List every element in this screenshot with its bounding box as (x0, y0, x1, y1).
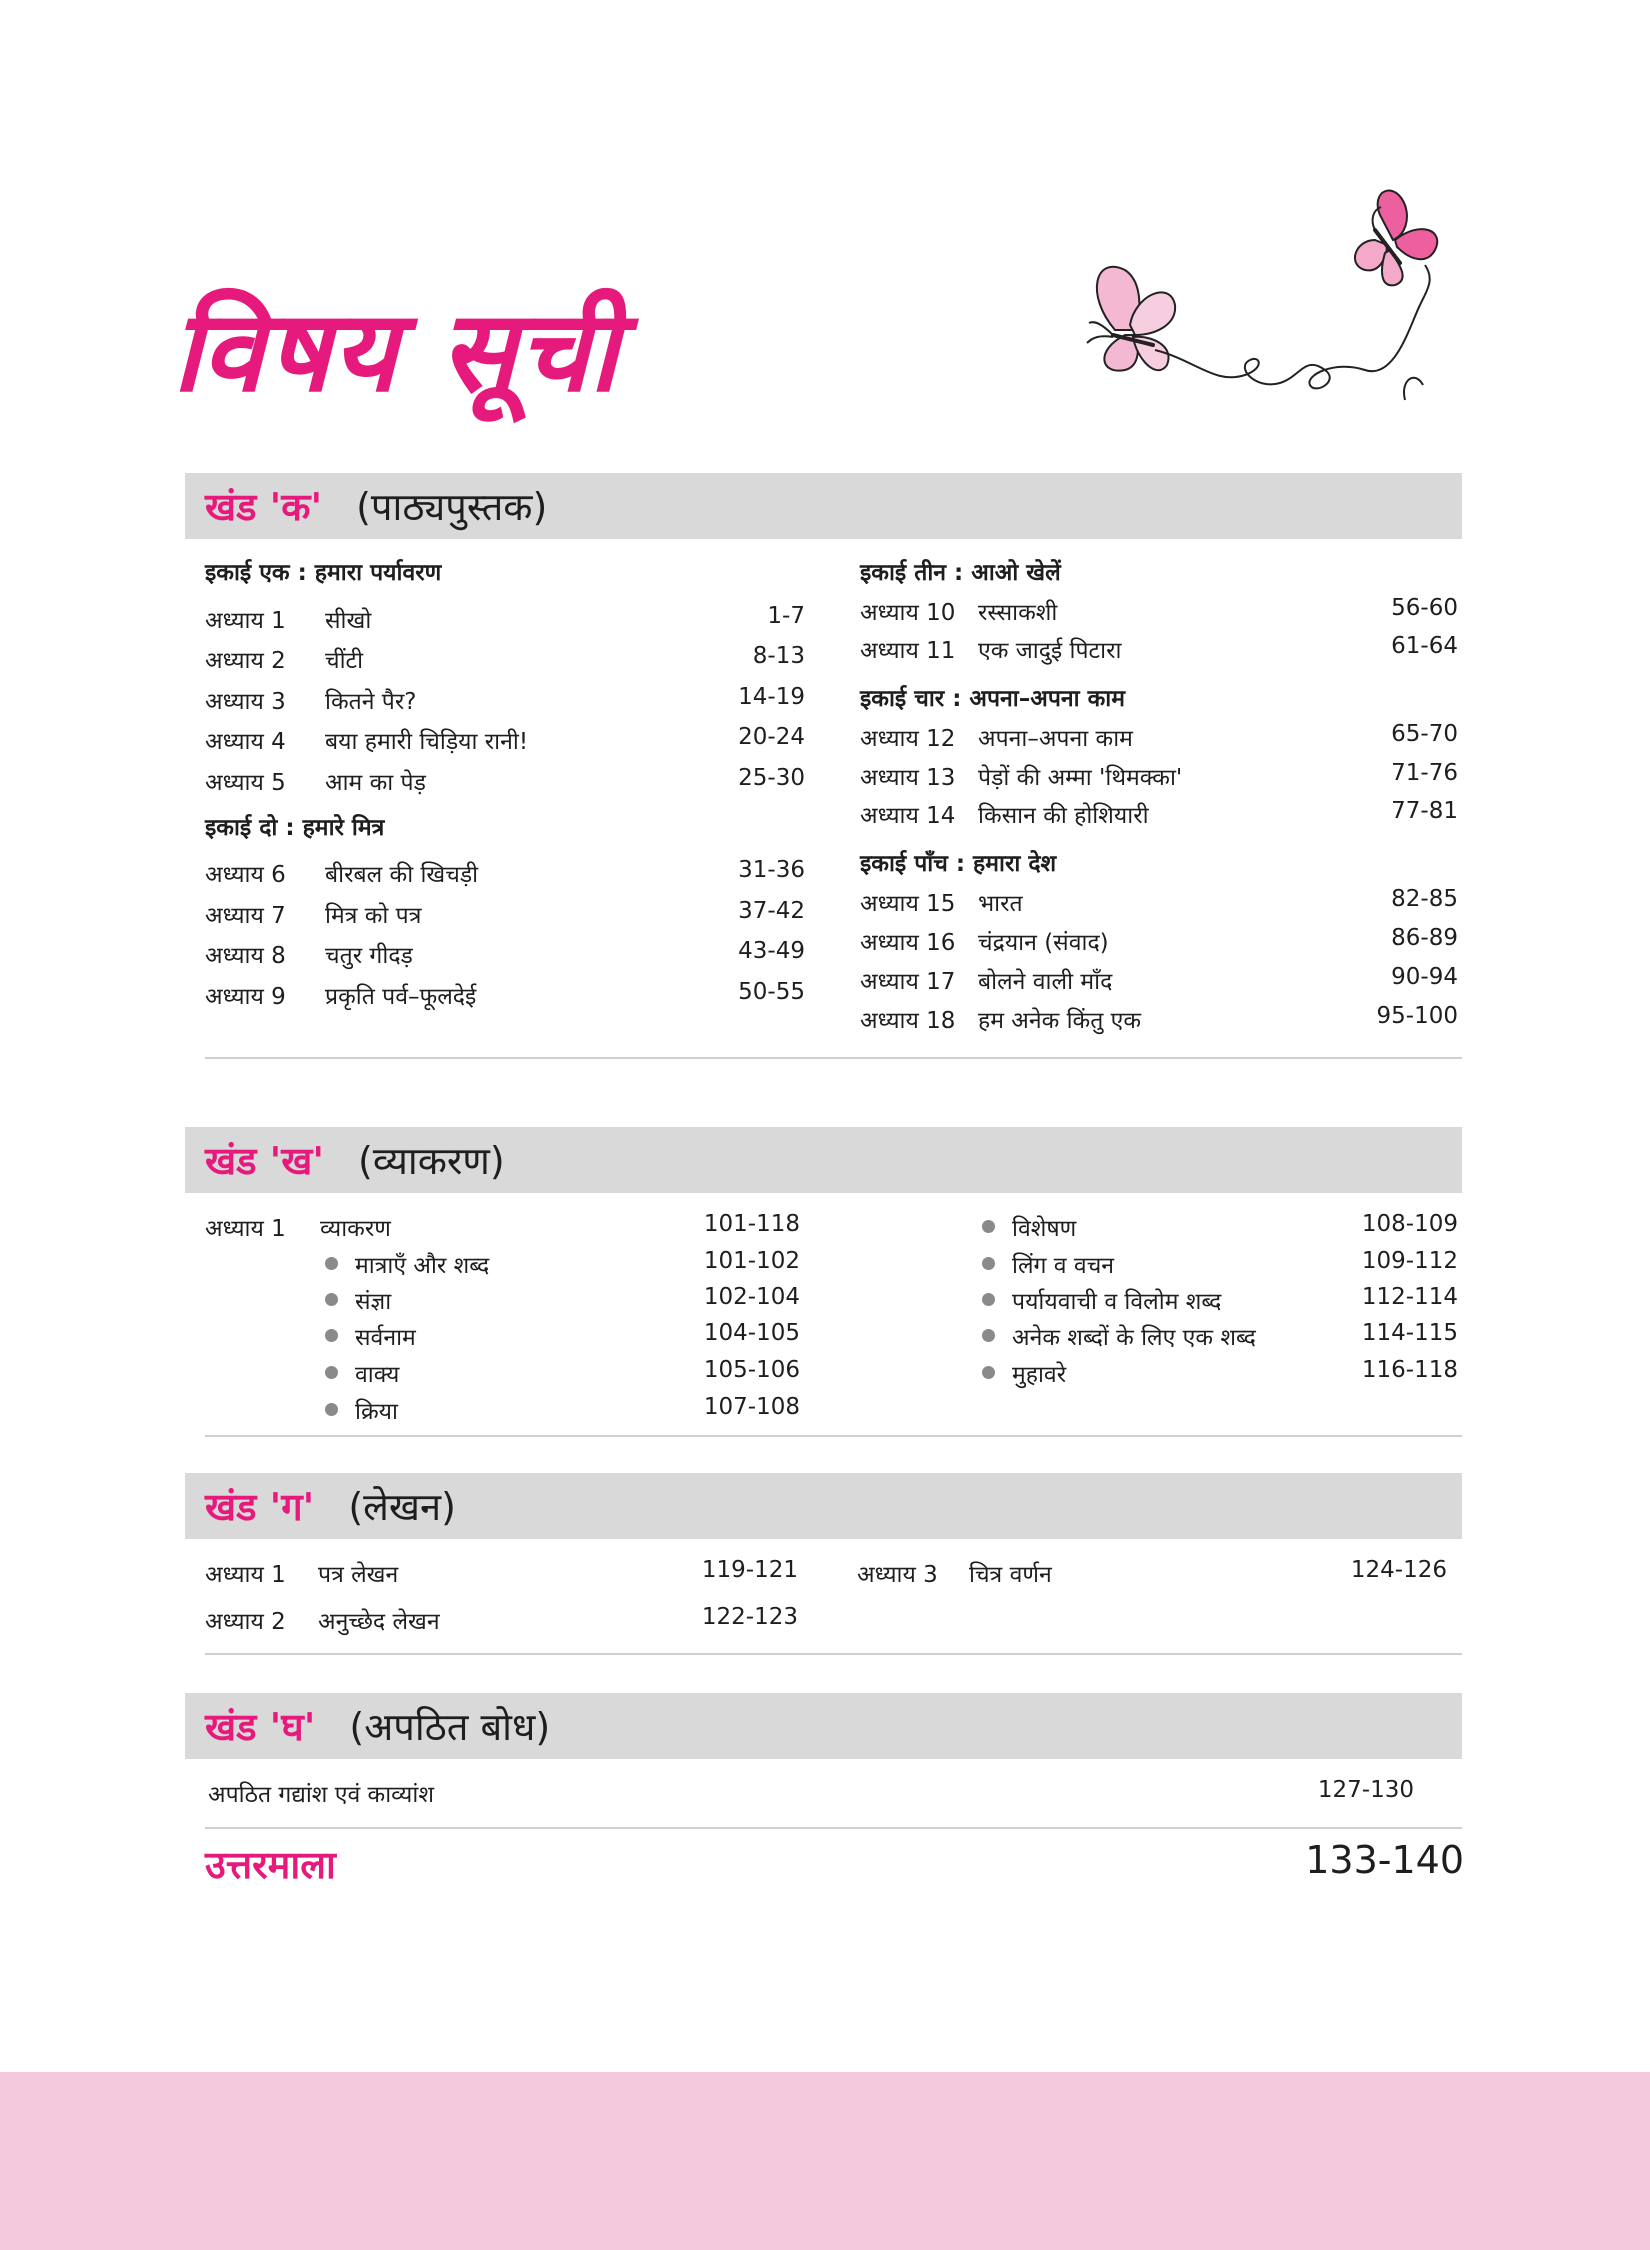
toc-row[interactable] (860, 1003, 1458, 1037)
topic-pages: 107-108 (703, 1394, 800, 1420)
topic-title: मात्राएँ और शब्द (355, 1253, 490, 1279)
toc-row[interactable] (860, 886, 1458, 920)
section-d-label: खंड 'घ' (205, 1705, 316, 1749)
unit-title: इकाई पाँच : हमारा देश (860, 851, 1057, 877)
chapter-number: अध्याय 17 (860, 969, 956, 995)
section-b-label: खंड 'ख' (205, 1139, 324, 1183)
bullet-icon (982, 1293, 995, 1306)
chapter-number: अध्याय 7 (205, 903, 286, 929)
chapter-number: अध्याय 16 (860, 930, 956, 956)
chapter-title: आम का पेड़ (325, 770, 426, 796)
chapter-number: अध्याय 18 (860, 1008, 956, 1034)
chapter-title: सीखो (325, 608, 372, 634)
chapter-pages: 50-55 (738, 979, 805, 1005)
topic-pages: 114-115 (1361, 1320, 1458, 1346)
section-a-header (185, 473, 1462, 539)
topic-title: वाक्य (355, 1362, 400, 1388)
bullet-icon (325, 1366, 338, 1379)
bullet-icon (982, 1257, 995, 1270)
chapter-number: अध्याय 1 (205, 608, 286, 634)
section-divider (205, 1435, 1462, 1437)
chapter-title: चंद्रयान (संवाद) (978, 930, 1109, 956)
toc-row[interactable] (205, 1211, 800, 1245)
chapter-number: अध्याय 9 (205, 984, 286, 1010)
topic-row[interactable] (325, 1284, 800, 1318)
chapter-pages: 8-13 (752, 643, 805, 669)
chapter-number: अध्याय 1 (205, 1562, 286, 1588)
toc-row[interactable] (860, 595, 1458, 629)
toc-row[interactable] (205, 603, 805, 637)
chapter-title: पत्र लेखन (318, 1562, 399, 1588)
chapter-title: मित्र को पत्र (325, 903, 422, 929)
chapter-title: चींटी (325, 648, 364, 674)
butterfly-left-icon (1087, 267, 1175, 371)
unit-title: इकाई दो : हमारे मित्र (205, 815, 385, 841)
toc-row[interactable] (205, 979, 805, 1013)
toc-row[interactable] (860, 721, 1458, 755)
section-d-subtitle: (अपठित बोध) (349, 1705, 551, 1749)
chapter-title: पेड़ों की अम्मा 'थिमक्का' (978, 765, 1183, 791)
topic-row[interactable] (325, 1357, 800, 1391)
chapter-number: अध्याय 4 (205, 729, 286, 755)
chapter-number: अध्याय 3 (205, 689, 286, 715)
toc-row[interactable] (205, 1557, 798, 1591)
bullet-icon (325, 1403, 338, 1416)
section-c-header (185, 1473, 1462, 1539)
section-a-subtitle: (पाठ्यपुस्तक) (356, 485, 548, 529)
topic-row[interactable] (982, 1248, 1458, 1282)
chapter-title: रस्साकशी (978, 600, 1058, 626)
section-divider (205, 1827, 1462, 1829)
chapter-title: व्याकरण (320, 1216, 391, 1242)
chapter-pages: 82-85 (1391, 886, 1458, 912)
chapter-number: अध्याय 2 (205, 648, 286, 674)
item-title: अपठित गद्यांश एवं काव्यांश (208, 1782, 434, 1808)
unit-title: इकाई तीन : आओ खेलें (860, 560, 1061, 586)
toc-row[interactable] (857, 1557, 1447, 1591)
butterflies-illustration (1075, 185, 1475, 445)
chapter-pages: 122-123 (701, 1604, 798, 1630)
topic-row[interactable] (982, 1284, 1458, 1318)
section-a-label: खंड 'क' (205, 485, 323, 529)
chapter-number: अध्याय 1 (205, 1216, 286, 1242)
chapter-pages: 20-24 (738, 724, 805, 750)
topic-title: क्रिया (355, 1399, 398, 1425)
bullet-icon (982, 1329, 995, 1342)
toc-row[interactable] (860, 633, 1458, 667)
chapter-number: अध्याय 8 (205, 943, 286, 969)
chapter-number: अध्याय 3 (857, 1562, 938, 1588)
chapter-title: बीरबल की खिचड़ी (325, 862, 479, 888)
chapter-pages: 119-121 (701, 1557, 798, 1583)
toc-row[interactable] (860, 760, 1458, 794)
section-c-subtitle: (लेखन) (348, 1485, 456, 1529)
chapter-title: प्रकृति पर्व–फूलदेई (325, 984, 477, 1010)
bullet-icon (325, 1257, 338, 1270)
chapter-title: हम अनेक किंतु एक (978, 1008, 1142, 1034)
chapter-number: अध्याय 12 (860, 726, 956, 752)
topic-pages: 104-105 (703, 1320, 800, 1346)
chapter-pages: 37-42 (738, 898, 805, 924)
chapter-title: कितने पैर? (325, 689, 417, 715)
chapter-pages: 14-19 (738, 684, 805, 710)
chapter-pages: 101-118 (703, 1211, 800, 1237)
page-title: विषय सूची (172, 286, 620, 417)
toc-row[interactable] (860, 798, 1458, 832)
chapter-number: अध्याय 5 (205, 770, 286, 796)
bullet-icon (325, 1329, 338, 1342)
chapter-number: अध्याय 13 (860, 765, 956, 791)
section-divider (205, 1057, 1462, 1059)
topic-row[interactable] (982, 1211, 1458, 1245)
chapter-title: चित्र वर्णन (969, 1562, 1052, 1588)
chapter-pages: 56-60 (1391, 595, 1458, 621)
chapter-pages: 71-76 (1391, 760, 1458, 786)
topic-pages: 112-114 (1361, 1284, 1458, 1310)
topic-row[interactable] (325, 1248, 800, 1282)
unit-title: इकाई चार : अपना–अपना काम (860, 686, 1125, 712)
chapter-number: अध्याय 15 (860, 891, 956, 917)
topic-row[interactable] (325, 1320, 800, 1354)
section-c-label: खंड 'ग' (205, 1485, 315, 1529)
chapter-title: अनुच्छेद लेखन (318, 1609, 440, 1635)
chapter-pages: 90-94 (1391, 964, 1458, 990)
topic-row[interactable] (325, 1394, 800, 1428)
toc-row[interactable] (205, 643, 805, 677)
section-d-header (185, 1693, 1462, 1759)
toc-row[interactable] (205, 857, 805, 891)
section-b-header (185, 1127, 1462, 1193)
chapter-pages: 95-100 (1376, 1003, 1458, 1029)
bullet-icon (982, 1366, 995, 1379)
topic-title: मुहावरे (1012, 1362, 1067, 1388)
toc-row[interactable] (208, 1777, 1414, 1811)
chapter-title: चतुर गीदड़ (325, 943, 413, 969)
toc-row[interactable] (860, 925, 1458, 959)
topic-pages: 109-112 (1361, 1248, 1458, 1274)
chapter-title: अपना–अपना काम (978, 726, 1133, 752)
chapter-title: एक जादुई पिटारा (978, 638, 1122, 664)
topic-title: पर्यायवाची व विलोम शब्द (1012, 1289, 1222, 1315)
chapter-title: भारत (978, 891, 1023, 917)
topic-title: सर्वनाम (355, 1325, 416, 1351)
chapter-number: अध्याय 14 (860, 803, 956, 829)
toc-row[interactable] (205, 938, 805, 972)
toc-row[interactable] (205, 684, 805, 718)
topic-title: लिंग व वचन (1012, 1253, 1115, 1279)
section-divider (205, 1653, 1462, 1655)
footer-band (0, 2072, 1650, 2250)
chapter-pages: 1-7 (767, 603, 805, 629)
chapter-title: किसान की होशियारी (978, 803, 1149, 829)
chapter-title: बया हमारी चिड़िया रानी! (325, 729, 529, 755)
topic-title: संज्ञा (355, 1289, 392, 1315)
topic-pages: 101-102 (703, 1248, 800, 1274)
chapter-pages: 31-36 (738, 857, 805, 883)
answers-title[interactable]: उत्तरमाला (205, 1843, 336, 1887)
butterfly-right-icon (1355, 191, 1437, 286)
toc-row[interactable] (860, 964, 1458, 998)
topic-pages: 105-106 (703, 1357, 800, 1383)
toc-row[interactable] (205, 724, 805, 758)
chapter-pages: 124-126 (1350, 1557, 1447, 1583)
toc-row[interactable] (205, 898, 805, 932)
bullet-icon (325, 1293, 338, 1306)
chapter-pages: 77-81 (1391, 798, 1458, 824)
chapter-number: अध्याय 2 (205, 1609, 286, 1635)
answers-pages: 133-140 (1305, 1838, 1464, 1882)
topic-row[interactable] (982, 1320, 1458, 1354)
topic-pages: 108-109 (1361, 1211, 1458, 1237)
chapter-pages: 65-70 (1391, 721, 1458, 747)
toc-row[interactable] (205, 765, 805, 799)
unit-title: इकाई एक : हमारा पर्यावरण (205, 560, 442, 586)
chapter-pages: 61-64 (1391, 633, 1458, 659)
topic-row[interactable] (982, 1357, 1458, 1391)
topic-title: अनेक शब्दों के लिए एक शब्द (1012, 1325, 1256, 1351)
chapter-number: अध्याय 11 (860, 638, 956, 664)
chapter-pages: 86-89 (1391, 925, 1458, 951)
toc-row[interactable] (205, 1604, 798, 1638)
topic-pages: 116-118 (1361, 1357, 1458, 1383)
chapter-number: अध्याय 10 (860, 600, 956, 626)
chapter-pages: 25-30 (738, 765, 805, 791)
chapter-pages: 43-49 (738, 938, 805, 964)
item-pages: 127-130 (1317, 1777, 1414, 1803)
chapter-title: बोलने वाली माँद (978, 969, 1113, 995)
bullet-icon (982, 1220, 995, 1233)
section-b-subtitle: (व्याकरण) (358, 1139, 505, 1183)
chapter-number: अध्याय 6 (205, 862, 286, 888)
topic-pages: 102-104 (703, 1284, 800, 1310)
topic-title: विशेषण (1012, 1216, 1077, 1242)
